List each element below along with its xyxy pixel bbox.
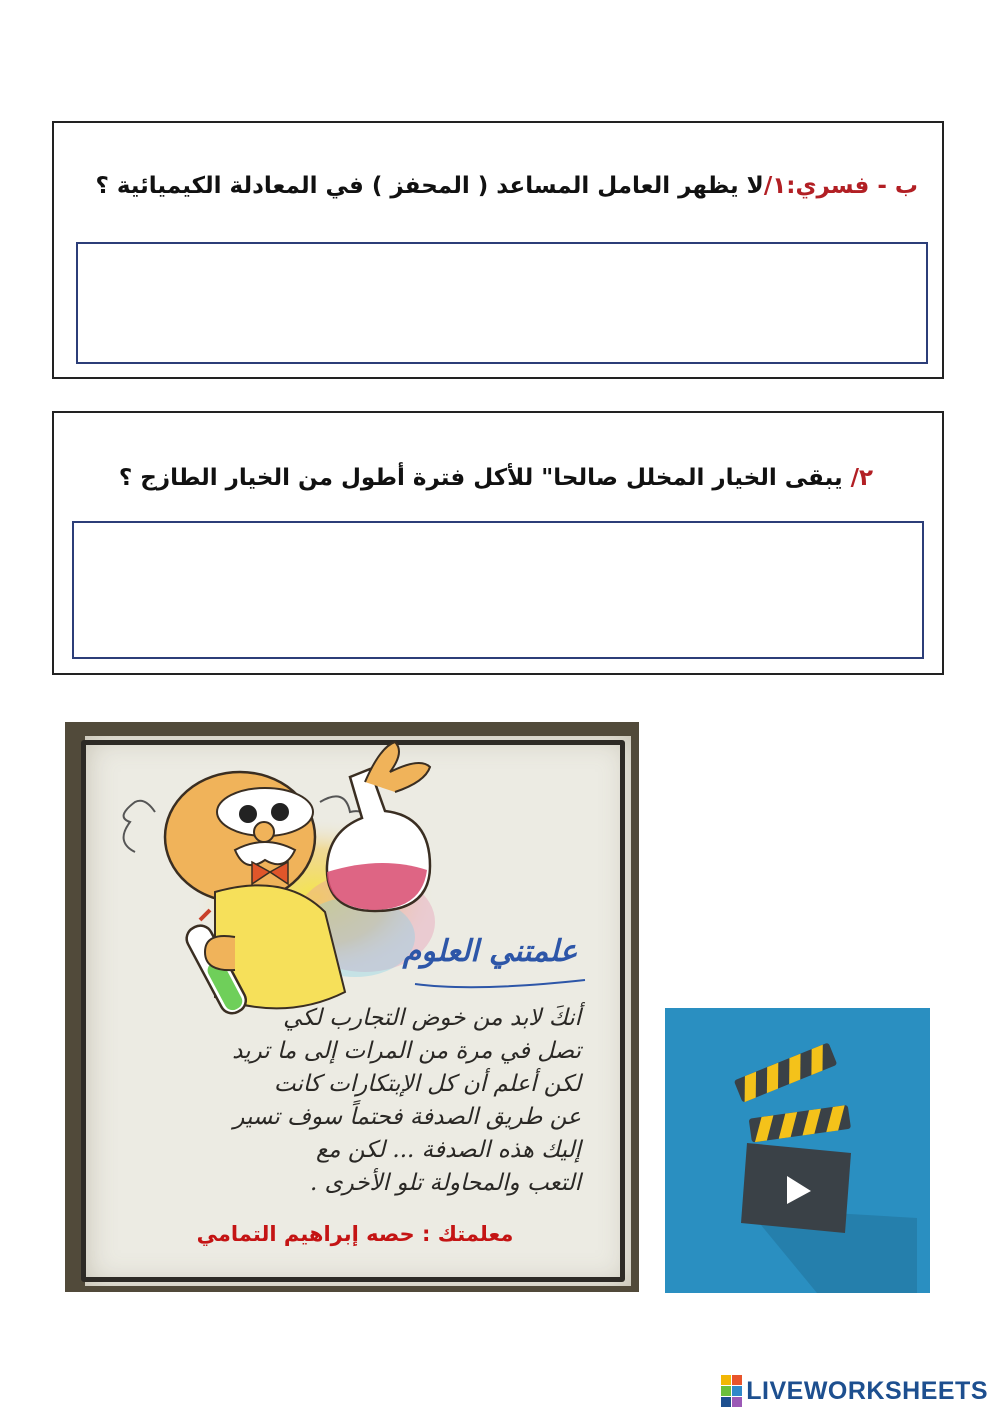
answer-2-input[interactable] — [72, 521, 924, 659]
question-1-body: لا يظهر العامل المساعد ( المحفز ) في المعادلة الكيميائية ؟ — [95, 173, 764, 199]
question-1-number: ١/ — [763, 173, 787, 199]
liveworksheets-logo — [721, 1374, 988, 1408]
poster-line: تصل في مرة من المرات إلى ما تريد — [232, 1038, 581, 1064]
question-1-box — [52, 121, 944, 379]
answer-1-input[interactable] — [76, 242, 928, 364]
poster-line: إليك هذه الصدفة ... لكن مع — [316, 1137, 581, 1163]
question-2-text — [74, 465, 918, 491]
science-poster-image — [65, 722, 639, 1292]
question-1-text — [74, 173, 918, 199]
video-button[interactable] — [665, 1008, 930, 1293]
poster-line: عن طريق الصدفة فحتماً سوف تسير — [233, 1104, 581, 1130]
poster-line: لكن أعلم أن كل الإبتكارات كانت — [273, 1071, 581, 1097]
teacher-name: معلمتك : حصه إبراهيم التمامي — [196, 1222, 514, 1246]
poster-line: التعب والمحاولة تلو الأخرى . — [310, 1170, 581, 1196]
question-1-prefix: ب - فسري: — [786, 173, 918, 199]
question-2-number: ٢/ — [850, 465, 874, 491]
clapperboard-play-icon — [665, 1008, 930, 1293]
logo-squares-icon — [721, 1375, 742, 1407]
poster-body — [141, 1002, 581, 1200]
question-2-box — [52, 411, 944, 675]
poster-line: أنكَ لابد من خوض التجارب لكي — [283, 1005, 581, 1031]
logo-text: LIVEWORKSHEETS — [746, 1376, 988, 1405]
poster-title: علمتني العلوم — [402, 934, 578, 969]
question-2-body: يبقى الخيار المخلل صالحا" للأكل فترة أطول من الخيار الطازج ؟ — [118, 465, 851, 491]
